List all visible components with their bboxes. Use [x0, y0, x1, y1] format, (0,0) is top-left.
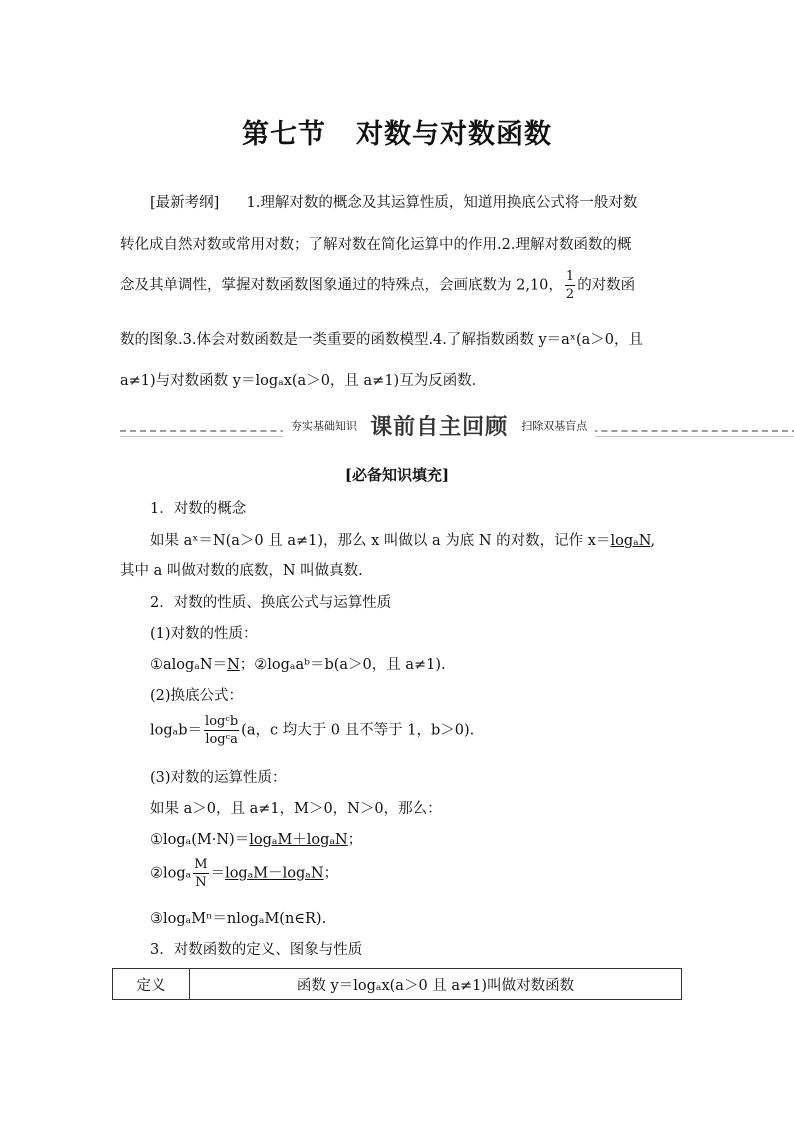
- paragraph-log-definition: 如果 aˣ＝N(a＞0 且 a≠1)，那么 x 叫做以 a 为底 N 的对数，记作 x＝logₐN,: [150, 533, 656, 549]
- answer-quotient: logₐM－logₐN: [225, 865, 324, 882]
- title-topic: 对数与对数函数: [356, 119, 552, 150]
- table-cell-definition: 函数 y＝logₐx(a＞0 且 a≠1)叫做对数函数: [190, 969, 682, 1000]
- fraction-m-over-n: $\frac{M}{N}$: [194, 857, 208, 890]
- banner-title: 课前自主回顾: [370, 415, 509, 440]
- section-title: [必备知识填充]: [344, 466, 450, 484]
- answer-product: logₐM＋logₐN: [249, 832, 348, 848]
- rule-product: ①logₐ(M·N)＝logₐM＋logₐN；: [150, 832, 363, 848]
- requirements-line-3: 念及其单调性，掌握对数函数图象通过的特殊点，会画底数为 2,10， $\frac{1}{2}$ 的对数函: [120, 269, 636, 302]
- requirements-tag: [最新考纲]: [150, 195, 220, 211]
- heading-2: 2．对数的性质、换底公式与运算性质: [150, 595, 392, 611]
- page-title: [0, 112, 794, 151]
- table-row: [113, 969, 682, 1000]
- answer-log-definition: logₐN: [610, 533, 651, 549]
- table-cell-label: 定义: [113, 969, 190, 1000]
- fraction-change-of-base: $\frac{\text{logᶜb}}{\text{logᶜa}}$: [205, 714, 239, 747]
- formula-change-of-base: logₐb＝ $\frac{\text{logᶜb}}{\text{logᶜa}}$ (a，c 均大于 0 且不等于 1，b＞0).: [150, 714, 475, 747]
- log-function-table: [112, 968, 682, 1000]
- section-banner: [283, 410, 595, 438]
- banner-right-text: 扫除双基盲点: [521, 419, 588, 433]
- requirements-line-5: a≠1)与对数函数 y＝logₐx(a＞0，且 a≠1)互为反函数．: [120, 373, 487, 389]
- title-section: 第七节: [242, 119, 326, 150]
- subheading-change-of-base: (2)换底公式：: [150, 688, 244, 704]
- banner-left-text: 夯实基础知识: [291, 419, 357, 433]
- fraction-one-half: $\frac{1}{2}$: [565, 269, 575, 302]
- requirements-line-2: 转化成自然对数或常用对数；了解对数在简化运算中的作用.2.理解对数函数的概: [120, 237, 632, 253]
- answer-property: N: [227, 657, 240, 673]
- subheading-properties: (1)对数的性质：: [150, 626, 258, 642]
- requirements-line-1: [最新考纲] 1.理解对数的概念及其运算性质，知道用换底公式将一般对数: [150, 195, 638, 211]
- requirements-line-4: 数的图象.3.体会对数函数是一类重要的函数模型.4.了解指数函数 y＝aˣ(a＞0，且: [120, 332, 644, 348]
- rule-quotient: ②logₐ $\frac{M}{N}$ ＝logₐM－logₐN；: [150, 857, 339, 890]
- paragraph-base-definition: 其中 a 叫做对数的底数，N 叫做真数.: [120, 563, 363, 579]
- heading-1: 1．对数的概念: [150, 501, 247, 517]
- condition-text: 如果 a＞0，且 a≠1，M＞0，N＞0，那么：: [150, 801, 442, 817]
- heading-3: 3．对数函数的定义、图象与性质: [150, 942, 363, 958]
- formula-properties: ①alogₐN＝N；②logₐaᵇ＝b(a＞0，且 a≠1).: [150, 657, 446, 673]
- subheading-operations: (3)对数的运算性质：: [150, 770, 287, 786]
- rule-power: ③logₐMⁿ＝nlogₐM(n∈R).: [150, 911, 327, 927]
